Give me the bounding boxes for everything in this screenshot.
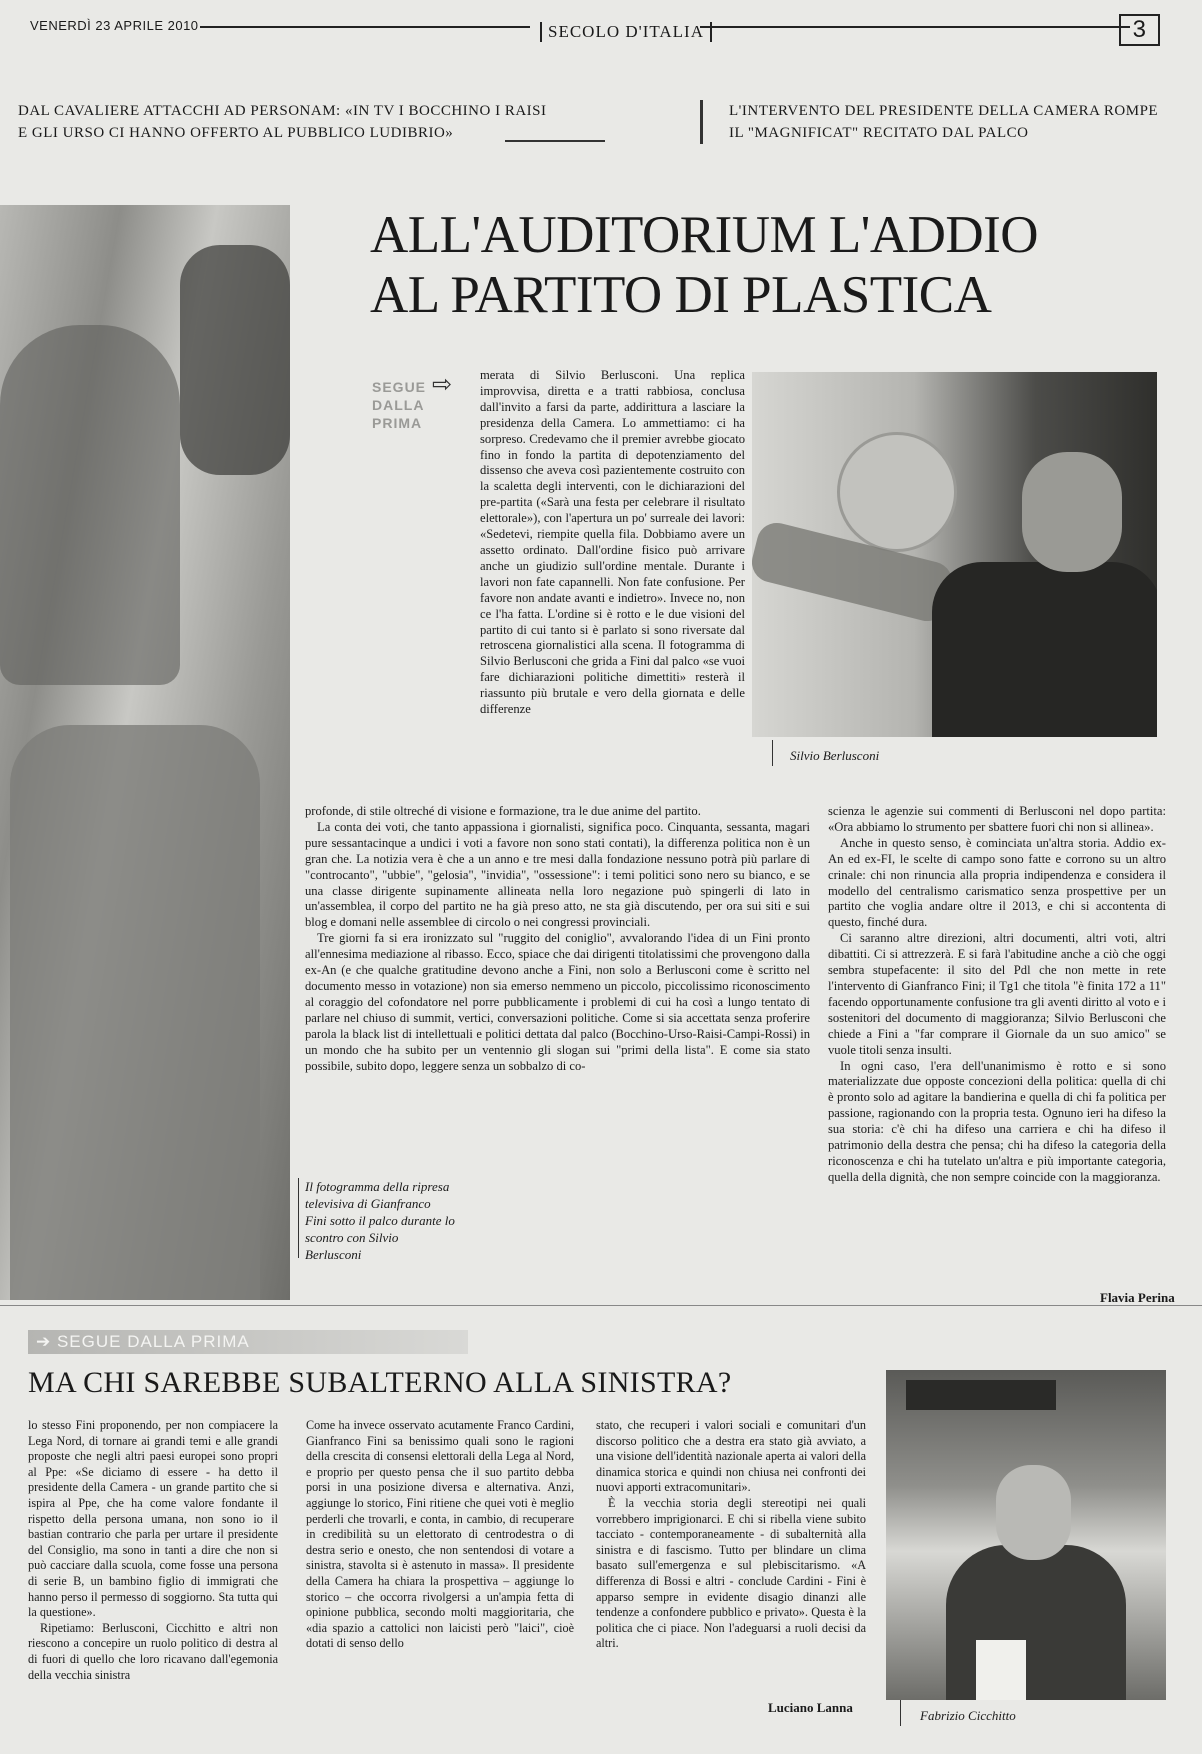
- section-divider: [0, 1305, 1202, 1306]
- bottom-column-1: [28, 1418, 278, 1718]
- segue-dalla-prima-label: ➔ SEGUE DALLA PRIMA: [28, 1330, 468, 1354]
- article-column-a: [480, 368, 745, 808]
- photo-silvio-berlusconi: [752, 372, 1157, 737]
- bottom-column-2: [306, 1418, 574, 1718]
- photo-right-head: [1022, 452, 1122, 572]
- masthead-newspaper-name: SECOLO D'ITALIA: [540, 22, 712, 42]
- bottom-column-3: [596, 1418, 866, 1698]
- paragraph: stato, che recuperi i valori sociali e comunitari d'un discorso politico che a destra era stato già avviato, a una visione dell'identità nazionale aperta ai valori della dinamica storica e quindi non chiusa nei confronti dei nuovi apporti extracomunitari».: [596, 1418, 866, 1495]
- segue-line-3: PRIMA: [372, 415, 423, 431]
- masthead-rule-left: [200, 26, 530, 28]
- paragraph: Come ha invece osservato acutamente Franco Cardini, Gianfranco Fini sa benissimo quali sono le ragioni della crescita di consensi elettorali della Lega al Nord, e proprio per questo pensa che il suo partito debba porsi in una posizione diversa e alternativa. Anzi, aggiunge lo storico, Fini ritiene che quei voti è meglio perderli che trovarli, e conta, in cambio, di recuperare in credibilità su un elettorato di centrodestra o di destra serio e onesto, che non sentendosi di votare a sinistra, stavolta si è astenuto in massa». Il presidente della Camera ha chiara la prospettiva – aggiunge lo storico – che occorra rivolgersi a un'ampia fetta di opinione pubblica, secondo molti maggioritaria, che «dia spazio a cattolici non laicisti però "laici", cioè dotati di senso dello: [306, 1418, 574, 1651]
- kicker-right: L'INTERVENTO DEL PRESIDENTE DELLA CAMERA ROMPE IL "MAGNIFICAT" RECITATO DAL PALCO: [700, 100, 1160, 144]
- photo-right-seal: [837, 432, 957, 552]
- photo-gianfranco-fini: [0, 205, 290, 1300]
- byline-flavia-perina: Flavia Perina: [1100, 1290, 1175, 1305]
- paragraph: merata di Silvio Berlusconi. Una replica improvvisa, diretta e a tratti rabbiosa, conclusa dall'invito a farsi da parte, addirittura a lasciare la presidenza della Camera. Lo ammettiamo: ci ha sorpreso. Credevamo che il premier avrebbe giocato fino in fondo la partita di depotenziamento del dissenso che aveva così pazientemente costruito con la scaletta degli interventi, con le dichiarazioni del pre-partita («Sarà una festa per celebrare il risultato elettorale»), con l'apertura un po' surreale dei lavori: «Sedetevi, riempite quella fila. Dobbiamo avere un assetto ordinato. Dall'ordine fisico può arrivare anche un giudizio sull'ordine mentale. Durante i lavori non fate capannelli. Non fate confusione. Per favore non andate avanti e indietro». Invece no, non ce l'ha fatta. L'ordine si è rotto e le due visioni del partito di cui tanto si è parlato si sono riversate dal retroscena giornalistici alla scena. Il fotogramma di Silvio Berlusconi che grida a Fini dal palco «se vuoi fare dichiarazioni politiche dimettiti» resterà il riassunto più brutale e vero della giornata e delle differenze: [480, 368, 745, 717]
- photo-bottom-head: [996, 1465, 1071, 1560]
- paragraph: Ci saranno altre direzioni, altri documenti, altri voti, altri dibattiti. Ci si attrezzerà. E si farà l'abitudine anche a ciò che oggi sembra stupefacente: il sito del Pdl che non mette in rete l'intervento di Gianfranco Fini; il Tg1 che titola "è finita 172 a 11" facendo opportunamente confusione tra gli aventi diritto al voto e i sostenitori del documento di maggioranza; Silvio Berlusconi che chiede a Fini a "far comprare il Giornale da un suo amico" se vuole titoli senza insulti.: [828, 931, 1166, 1057]
- photo-bottom-caption: Fabrizio Cicchitto: [920, 1708, 1016, 1723]
- kicker-left: DAL CAVALIERE ATTACCHI AD PERSONAM: «IN TV I BOCCHINO I RAISI E GLI URSO CI HANNO OFFERTO AL PUBBLICO LUDIBRIO»: [18, 103, 547, 141]
- photo-left-figure-back: [180, 245, 290, 475]
- masthead-rule-right: [700, 26, 1130, 28]
- arrow-right-icon: ⇨: [432, 370, 453, 398]
- page-number: 3: [1119, 14, 1160, 46]
- photo-left-caption: Il fotogramma della ripresa televisiva di Gianfranco Fini sotto il palco durante lo scontro con Silvio Berlusconi: [305, 1179, 455, 1262]
- photo-right-body: [932, 562, 1157, 737]
- paragraph: lo stesso Fini proponendo, per non compiacere la Lega Nord, di tornare ai grandi temi e alle grandi proposte che negli altri paesi europei sono propri al Ppe: «Se diciamo di essere - ha detto il presidente della Camera - un grande partito che si ispira al Ppe, che ha come valore fondante il rispetto della persona umana, non sono io il bastian contrario che parla per urtare il presidente del Consiglio, ma sono in tanti a dire che non si può cacciare dalla scuola, come fosse una persona di serie B, un bambino figlio di immigrati che hanno perso il permesso di soggiorno. Sta tutta qui la questione».: [28, 1418, 278, 1620]
- segue-dalla-prima: [372, 378, 426, 432]
- photo-bottom-suit: [946, 1545, 1126, 1700]
- caption-rule: [298, 1178, 299, 1258]
- paragraph: Ripetiamo: Berlusconi, Cicchitto e altri non riescono a concepire un ruolo politico di destra al di fuori di quello che loro ricavano dall'egemonia della vecchia sinistra: [28, 1620, 278, 1682]
- kicker-rule: [505, 140, 605, 142]
- masthead-date: VENERDÌ 23 APRILE 2010: [30, 18, 199, 33]
- caption-rule: [772, 740, 773, 766]
- paragraph: In ogni caso, l'era dell'unanimismo è rotto e si sono materializzate due opposte concezioni della politica: quella di chi è pronto solo ad agitare la bandierina e quella di chi fa politica per passione, ragionando con la propria testa. Ognuno ieri ha difeso la sua storia: c'è chi ha difeso una carriera e chi ha difeso il patrimonio della destra che pensa; chi ha difeso la categoria della riconoscenza e chi ha tutelato un'altra e più importante categoria, quella della dignità, che non sempre coincide con la maggioranza.: [828, 1058, 1166, 1184]
- article-column-b: [305, 804, 810, 1304]
- paragraph: È la vecchia storia degli stereotipi nei quali vorrebbero imprigionarci. E chi si ribella viene subito tacciato - contemporaneamente - di subalternità alla sinistra e di fascismo. Tutto per blindare un clima basato sull'emergenza e sul plebiscitarismo. «A differenza di Bossi e altri - conclude Cardini - Fini è apparso sempre in evidente disagio dinanzi alle tendenze a confondere pubblico e privato». Questa è la politica che ci piace. Non l'adeguarsi a ruoli decisi da altri.: [596, 1495, 866, 1651]
- paragraph: profonde, di stile oltreché di visione e formazione, tra le due anime del partito.: [305, 804, 701, 818]
- main-headline: [370, 205, 1150, 325]
- segue-line-1: SEGUE: [372, 379, 427, 395]
- photo-left-figure-body: [10, 725, 260, 1300]
- caption-rule: [900, 1700, 901, 1726]
- photo-fabrizio-cicchitto: [886, 1370, 1166, 1700]
- main-headline-line-2: AL PARTITO DI PLASTICA: [370, 266, 992, 324]
- paragraph: Tre giorni fa si era ironizzato sul "ruggito del coniglio", avvalorando l'idea di un Fini pronto all'ennesima mediazione al ribasso. Ecco, spiace che dai dirigenti titolatissimi che provengono dalla ex-An (e che qualche gratitudine devono anche a Fini, non solo a Berlusconi come è scritto nel documento messo in votazione) non sia emerso nemmeno un piccolo, piccolissimo riconoscimento al coraggio del cofondatore nel porre pubblicamente i problemi di cui ha così a lungo tentato di parlare nel chiuso di summit, vertici, conversazioni politiche. Come si sia accettata senza proferire parola la black list di intellettuali e politici dettata dal palco (Bocchino-Urso-Raisi-Campi-Rossi) in un mondo che ha subito per un ventennio gli slogan sui "primi della lista". E come sia stato possibile, subito dopo, leggere senza un sobbalzo di co-: [305, 931, 810, 1073]
- photo-right-caption: Silvio Berlusconi: [790, 748, 880, 763]
- byline-luciano-lanna: Luciano Lanna: [768, 1700, 853, 1715]
- photo-left-figure-head: [0, 325, 180, 685]
- article-column-c: [828, 804, 1166, 1274]
- photo-bottom-paper: [976, 1640, 1026, 1700]
- photo-bottom-sign: [906, 1380, 1056, 1410]
- paragraph: scienza le agenzie sui commenti di Berlusconi nel dopo partita: «Ora abbiamo lo strumento per sbattere fuori chi non si allinea».: [828, 804, 1166, 834]
- main-headline-line-1: ALL'AUDITORIUM L'ADDIO: [370, 206, 1039, 264]
- paragraph: Anche in questo senso, è cominciata un'altra storia. Addio ex-An ed ex-FI, le scelte di campo sono fatte e corrono su un altro crinale: chi non rinuncia alla propria indipendenza e considera il modello del centralismo carismatico senza prospettive per un partito che voglia andare oltre il 2013, e chi si accontenta di questo, finché dura.: [828, 835, 1166, 930]
- bottom-headline: MA CHI SAREBBE SUBALTERNO ALLA SINISTRA?: [28, 1366, 732, 1399]
- segue-line-2: DALLA: [372, 397, 425, 413]
- paragraph: La conta dei voti, che tanto appassiona i giornalisti, significa poco. Cinquanta, sessanta, magari pure sessantacinque a undici i voti a favore non sono stati contati), la differenza politica non è un gran che. La notizia vera è che a un anno e tre mesi dalla fondazione nessuno potrà più parlare di "controcanto", "ubbie", "gelosia", "invidia", "ossessione": i temi politici sono nero su bianco, e se una classe dirigente supinamente allineata nella loro negazione può spingerli di lato in un'assemblea, il corpo del partito ne ha già preso atto, ne sta già discutendo, per ora sui siti e sui blog e domani nelle assemblee di circolo o nei congressi provinciali.: [305, 819, 810, 930]
- masthead: [30, 14, 1160, 50]
